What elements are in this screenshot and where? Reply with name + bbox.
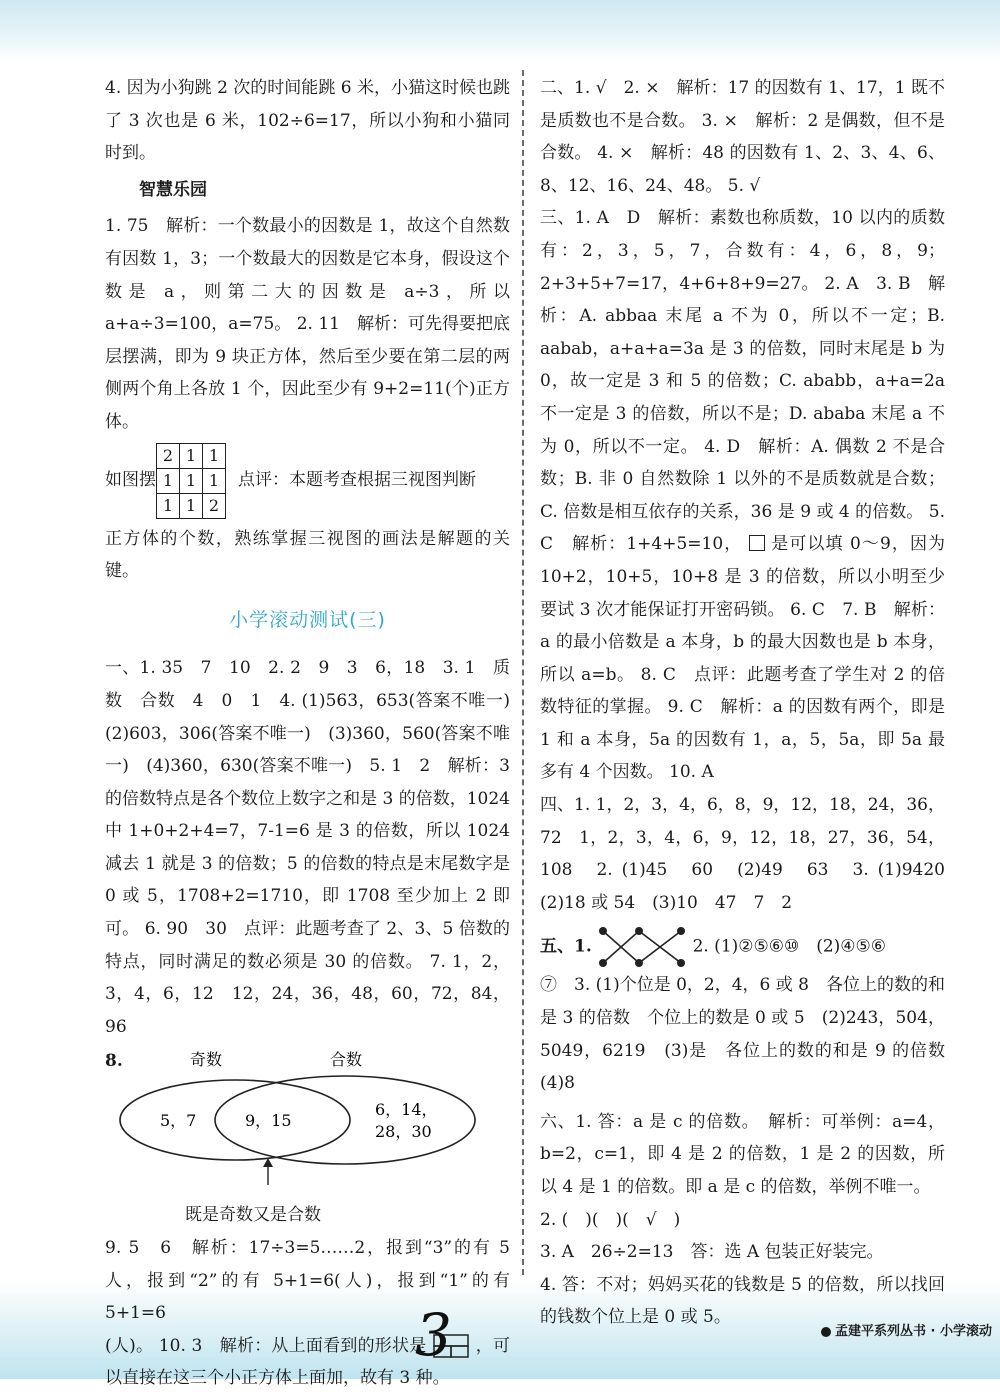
answer-paragraph: [540, 925, 945, 969]
venn-intersection: 9，15: [245, 1111, 292, 1131]
top-decorative-band: [0, 0, 1000, 62]
answer-paragraph: ⑦ 3. (1)个位是 0，2，4，6 或 8 各位上的数的和是 3 的倍数 个位上的数是 0 或 5 (2)243，504，5049，6219 (3)是 各位上的数的和是 9 的倍数 (4)8: [540, 975, 962, 1094]
grid-cell: 2: [203, 493, 226, 518]
question-label: 五、1.: [540, 936, 592, 957]
grid-figure-row: [105, 443, 510, 519]
blank-box-icon: [749, 535, 765, 551]
grid-cell: 1: [180, 443, 203, 468]
grid-cell: 1: [180, 468, 203, 493]
answer-paragraph: 二、1. √ 2. × 解析：17 的因数有 1、17，1 既不是质数也不是合数。 3. × 解析：2 是偶数，但不是合数。 4. × 解析：48 的因数有 1、2、3、4、6、8、12、16、24、48。 5. √: [540, 78, 945, 196]
matching-lines-icon: [597, 925, 687, 969]
grid-cell: 2: [157, 443, 180, 468]
venn-diagram: [105, 1045, 510, 1195]
answer-paragraph: 一、1. 35 7 10 2. 2 9 3 6，18 3. 1 质数 合数 4 0 1 4. (1)563，653(答案不唯一) (2)603，306(答案不唯一) (3)360，560(答案不唯一) (4)360，630(答案不唯一) 5. 1 2 解析：3 的倍数特点是各个数位上数字之和是 3 的倍数，1024 中 1+0+2+4=7，7-1=6 是 3 的倍数，所以 1024 减去 1 就是 3 的倍数；5 的倍数的特点是末尾数字是 0 或 5，1708+2=1710，即 1708 至少加上 2 即可。 6. 90 30 点评：此题考查了 2、3、5 倍数的特点，同时满足的数必须是 30 的倍数。 7. 1，2，3，4，6，12 12，24，36，48，60，72，84，96: [105, 658, 527, 1037]
answer-text: 三、1. A D 解析：素数也称质数，10 以内的质数有：2，3，5，7，合数有：4，6，8，9；2+3+5+7=17，4+6+8+9=27。 2. A 3. B 解析：A. abbaa 末尾 a 不为 0，所以不一定；B. aabab，a+a+a=3a 是 3 的倍数，同时末尾是 b 为 0，故一定是 3 和 5 的倍数；C. ababb，a+a=2a 不一定是 3 的倍数，所以不是；D. ababa 末尾 a 不为 0，所以不一定。 4. D 解析：A. 偶数 2 不是合数；B. 非 0 自然数除 1 以外的不是质数就是合数；C. 倍数是相互依存的关系，36 是 9 或 4 的倍数。 5. C 解析：1+4+5=10，: [540, 208, 945, 555]
page-number: 3: [415, 1301, 452, 1369]
answer-paragraph: 2. ( )( )( √ ): [540, 1209, 681, 1230]
grid-prefix: 如图摆: [105, 470, 156, 491]
venn-composite-only-1: 6，14，: [375, 1100, 438, 1120]
answer-text: 是可以填 0～9，因为 10+2，10+5，10+8 是 3 的倍数，所以小明至少要试 3 次才能保证打开密码锁。 6. C 7. B 解析：a 的最小倍数是 a 本身，b 的最大因数也是 b 本身，所以 a=b。 8. C 点评：此题考查了学生对 2 的倍数特征的掌握。 9. C 解析：a 的因数有两个，即是 1 和 a 本身，5a 的因数有 1，a，5，5a，即 5a 最多有 4 个因数。 10. A: [540, 534, 946, 783]
answer-text: (人)。 10. 3 解析：从上面看到的形状是: [105, 1335, 427, 1356]
bullet-icon: [821, 1327, 831, 1337]
grid-cell: 1: [203, 468, 226, 493]
venn-composite-only-2: 28，30: [375, 1122, 432, 1142]
venn-caption: 既是奇数又是合数: [185, 1205, 321, 1226]
left-column: [105, 72, 527, 1395]
test-section-title: 小学滚动测试(三): [229, 608, 386, 631]
grid-cell: 1: [157, 493, 180, 518]
answer-paragraph: 9. 5 6 解析：17÷3=5……2，报到“3”的有 5 人，报到“2”的有 5+1=6(人)，报到“1”的有 5+1=6: [105, 1238, 510, 1324]
answer-paragraph: 六、1. 答：a 是 c 的倍数。 解析：可举例：a=4，b=2，c=1，即 4 是 2 的倍数，1 是 2 的因数，所以 4 是 1 的倍数。即 a 是 c 的倍数，举例不唯一。: [540, 1111, 945, 1197]
odd-ellipse: [120, 1080, 350, 1160]
venn-odd-only: 5，7: [160, 1111, 197, 1131]
answer-paragraph: 四、1. 1，2，3，4，6，8，9，12，18，24，36，72 1，2，3，4，6，9，12，18，27，36，54，108 2. (1)45 60 (2)49 63 3. (1)9420 (2)18 或 54 (3)10 47 7 2: [540, 795, 962, 913]
grid-cell: 1: [157, 468, 180, 493]
column-divider: [522, 70, 524, 1275]
answer-paragraph: 正方体的个数，熟练掌握三视图的画法是解题的关键。: [105, 528, 510, 582]
venn-label-composite: 合数: [330, 1050, 363, 1070]
answer-paragraph: [540, 202, 945, 789]
footer-brand-text: 孟建平系列丛书 · 小学滚动: [835, 1324, 992, 1339]
grid-cell: 1: [180, 493, 203, 518]
answer-paragraph: 4. 因为小狗跳 2 次的时间能跳 6 米，小猫这时候也跳了 3 次也是 6 米，102÷6=17，所以小狗和小猫同时到。: [105, 78, 510, 164]
answer-text: ，可以直接在这三个小正方体上面加，故有 3 种。: [105, 1335, 511, 1389]
grid-comment: 点评：本题考查根据三视图判断: [238, 470, 476, 491]
venn-label-odd: 奇数: [190, 1050, 223, 1070]
grid-cell: 1: [203, 443, 226, 468]
answer-paragraph: 1. 75 解析：一个数最小的因数是 1，故这个自然数有因数 1，3；一个数最大的因数是它本身，假设这个数是 a，则第二大的因数是 a÷3，所以 a+a÷3=100，a=75。 2. 11 解析：可先得要把底层摆满，即为 9 块正方体，然后至少要在第二层的两侧两个角上各放 1 个，因此至少有 9+2=11(个)正方体。: [105, 216, 510, 432]
footer-brand: [821, 1320, 992, 1339]
answer-paragraph: 4. 答：不对；妈妈买花的钱数是 5 的倍数，所以找回的钱数个位上是 0 或 5。: [540, 1274, 945, 1328]
section-subheading: 智慧乐园: [139, 179, 207, 200]
answer-paragraph: 3. A 26÷2=13 答：选 A 包装正好装完。: [540, 1242, 884, 1263]
venn-svg: [105, 1045, 510, 1195]
cube-count-grid: [156, 443, 226, 519]
venn-number: 8.: [105, 1051, 123, 1072]
answer-text: 2. (1)②⑤⑥⑩ (2)④⑤⑥: [692, 936, 887, 957]
